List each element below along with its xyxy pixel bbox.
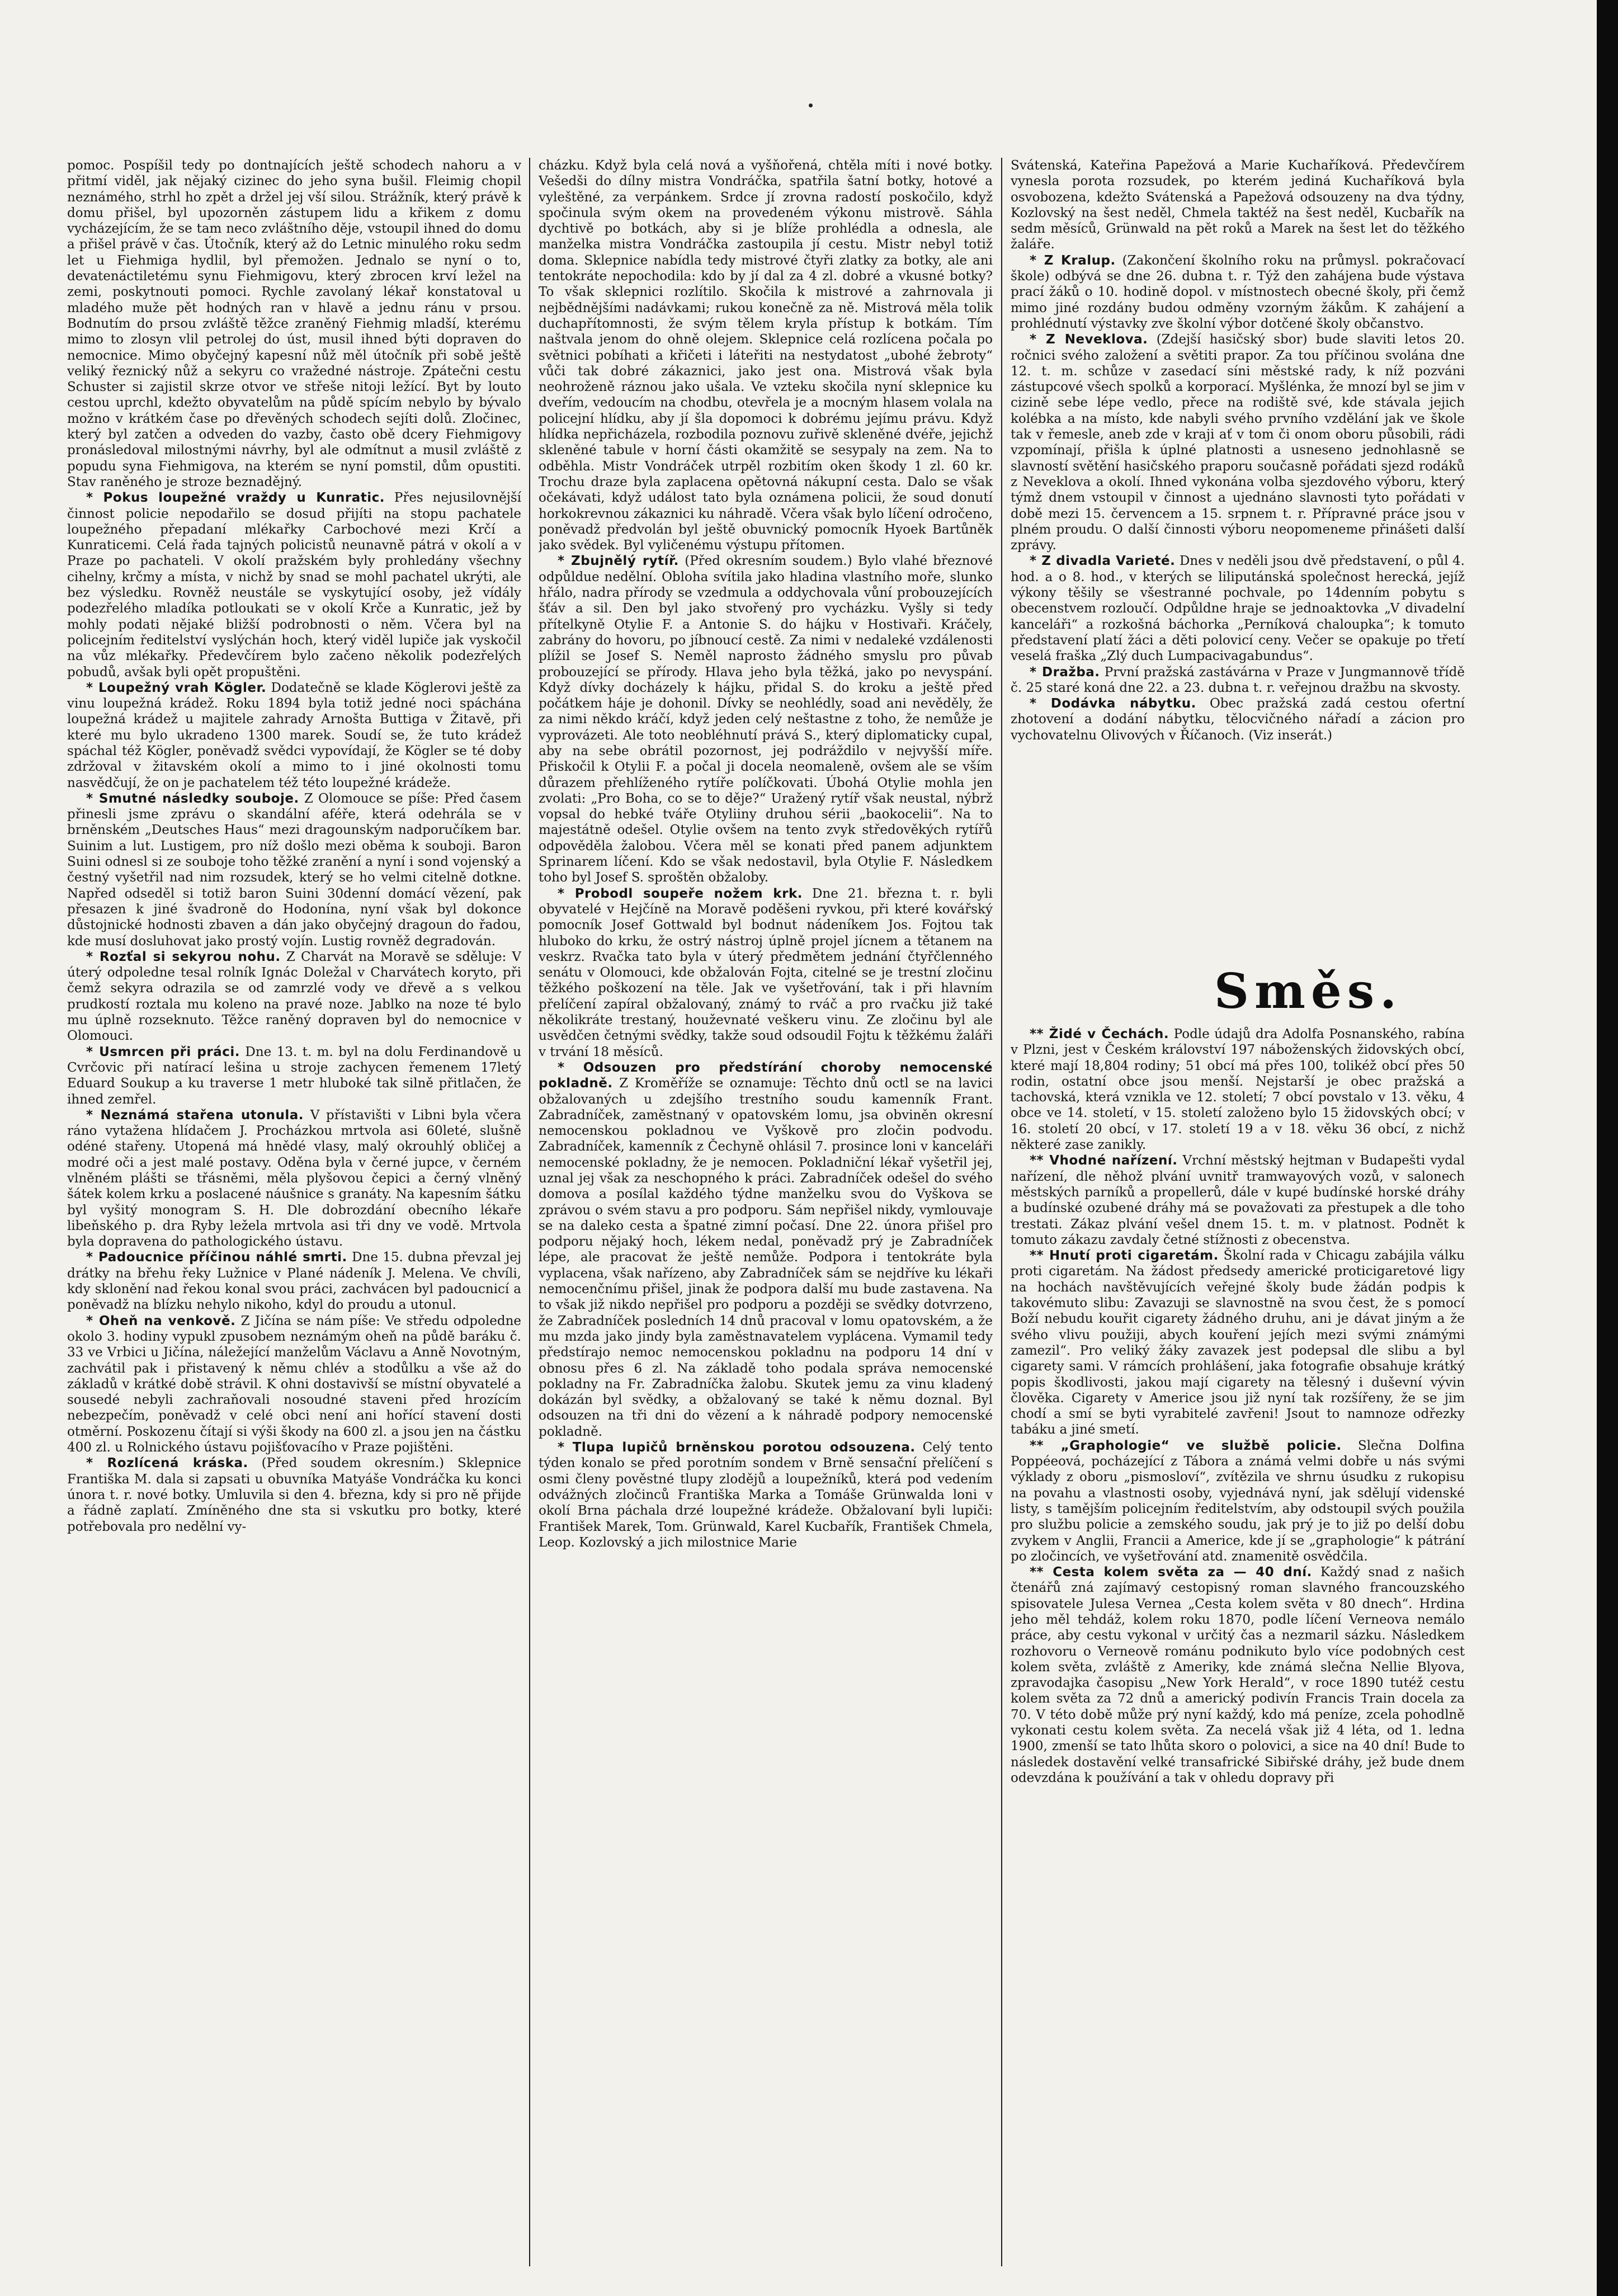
article-headline: * Zbujnělý rytíř. <box>558 554 679 569</box>
article-text: Slečna Dolfina Poppéeová, pocházející z Tábora a známá velmi dobře u nás svými výklady z oboru „pismosloví“, zvítězila ve shrnu úsudku z rukopisu na povahu a vlastnosti osoby, vyjednává nyní, jak sdělují videnské listy, s tamějším policejním ředitelstvím, aby odstoupil svých použila pro službu policie a zemského soudu, jak prý je to již po delší dobu zvykem v Anglii, Francii a Americe, kde jí se „graphologie“ k pátrání po zločincích, ve vyšetřování atd. znamenitě osvědčila. <box>1011 1438 1465 1564</box>
column-rule-1 <box>529 158 530 2266</box>
article-text: Školní rada v Chicagu zabájila válku proti cigaretám. Na žádost předsedy americké proticigaretové ligy na hochách navštěvujících veřejné školy bude žádán podpis k takovémuto slibu: Zavazuji se slavnostně na svou čest, že s pomocí Boží nebudu kouřit cigarety žádného druhu, ani je dávat jiným a že svého vlivu použiji, abych kouření jejích mezi svými známými zamezil“. Pro veliký žáky zavazek jest podepsal dle slibu a byl cigarety sami. V rámcích prohlášení, jaka fotografie obsahuje krátký popis škodlivosti, jakou mají cigarety na tělesný i duševní vývin člověka. Cigarety v Americe jsou již nyní tak rozšířeny, že se jim chodí a smí se byti vyrabitelé zavřeni! Jsout to namnoze odřezky tabáku a jiné smetí. <box>1011 1248 1465 1437</box>
article-paragraph <box>1011 1153 1465 1248</box>
article-paragraph <box>67 1313 521 1456</box>
article-text: pomoc. Pospíšil tedy po dontnajících ještě schodech nahoru a v přitmí viděl, jak nějaký cizinec do jeho syna bušil. Fleimig chopil neznámého, strhl ho zpět a držel jej vší silou. Strážník, který právě k domu přišel, byl upozorněn zástupem lidu a křikem z domu vycházejícím, že se tam neco zvláštního děje, vstoupil ihned do domu a přišel právě v čas. Útočník, který až do Letnic minulého roku sedm let u Fiehmiga hydlil, byl přemožen. Jednalo se nyní o to, devatenáctiletému synu Fiehmigovu, který zbrocen krví ležel na zemi, poskytnouti pomoci. Rychle zavolaný lékař konstatoval u mladého muže pět hodných ran v hlavě a jednu ránu v prsou. Bodnutím do prsou zvláště těžce zraněný Fiehmig mladší, kterému mimo to zlosyn vlil petrolej do úst, musil ihned býti dopraven do nemocnice. Mimo obyčejný kapesní nůž měl útočník při sobě ještě veliký řeznický nůž a sekyru co vražedné nástroje. Zpátečni cestu Schuster si zajistil skrze otvor ve střeše nitoji ležící. Byt by louto cestou uprchl, kdežto obyvatelům na půdě spícím nebylo by bývalo možno v krátkém čase po dřevěných schodech sejíti dolů. Zločinec, který byl zatčen a odveden do vazby, často obě dcery Fiehmigovy pronásledoval milostnými návrhy, byl ale odmítnut a musil zvláště z popudu syna Fiehmigova, na kterém se nyní pomstil, dům opustiti. Stav raněného je stroze beznadějný. <box>67 158 521 489</box>
article-paragraph <box>67 1107 521 1250</box>
article-paragraph <box>1011 158 1465 253</box>
article-paragraph <box>67 949 521 1044</box>
article-paragraph <box>67 680 521 791</box>
article-headline: * Rozťal si sekyrou nohu. <box>86 949 281 964</box>
article-headline: ** „Graphologie“ ve službě policie. <box>1030 1438 1342 1453</box>
article-paragraph <box>67 1455 521 1534</box>
article-paragraph <box>539 553 993 885</box>
article-headline: ** Hnutí proti cigaretám. <box>1030 1248 1219 1263</box>
article-text: První pražská zastávárna v Praze v Jungmannově třídě č. 25 staré koná dne 22. a 23. dubna t. r. veřejnou dražbu na skvosty. <box>1011 664 1465 695</box>
article-headline: ** Vhodné nařízení. <box>1030 1153 1178 1168</box>
article-text: (Zakončení školního roku na průmysl. pokračovací škole) odbývá se dne 26. dubna t. r. Týž den zahájena bude výstava prací žáků o 10. hodině dopol. v místnostech obecné školy, při čemž mimo jiné rozdány budou odměny vzorným žákům. K zahájení a prohlédnutí výstavky zve školní výbor dotčené školy občanstvo. <box>1011 253 1465 331</box>
column-left <box>67 158 521 2266</box>
column-middle <box>539 158 993 2266</box>
article-text: Podle údajů dra Adolfa Posnanského, rabína v Plzni, jest v Českém království 197 náboženských židovských obcí, které mají 18,804 rodiny; 51 obcí má přes 100, tolikéž obcí přes 50 rodin, ostatní obce jsou menší. Nejstarší je obec pražská a tachovská, která vznikla ve 12. století; 7 obcí povstalo v 13. věku, 4 obce ve 14. století, v 15. století založeno bylo 15 židovských obcí; v 16. století 20 obcí, v 17. století 19 a v 18. věku 36 obcí, z nichž některé zase zanikly. <box>1011 1027 1465 1153</box>
article-paragraph <box>67 1250 521 1313</box>
section-heading-smes: Směs. <box>1214 963 1403 1020</box>
article-text: Dne 21. března t. r. byli obyvatelé v Hejčíně na Moravě poděšeni ryvkou, při které kovářský pomocník Josef Gottwald byl bodnut nádeníkem Jos. Fojtou tak hluboko do krku, že ostrý nástroj úplně projel jícnem a tětanem na veskrz. Rvačka tato byla v úterý předmětem jednání čtyřčlenného senátu v Olomouci, kde obžalován Fojta, citelné se je trestní zločinu těžkého poškození na těle. Jak ve vyšetřování, tak i při hlavním přelíčení zapíral obžalovaný, známý to rváč a pro rvačku již také několikráte trestaný, houževnaté veškeru vinu. Ze zločinu byl ale usvědčen četnými svědky, takže soud odsoudil Fojtu k těžkému žaláři v trvání 18 měsíců. <box>539 886 993 1059</box>
article-text: (Před soudem okresním.) Sklepnice Františka M. dala si zapsati u obuvníka Matyáše Vondráčka ku konci února t. r. nové botky. Umluvila si den 4. března, kdy si pro ně přijde a řádně zaplatí. Zmíněného dne sta si vskutku pro botky, které potřebovala pro nedělní vy- <box>67 1456 521 1534</box>
article-paragraph <box>1011 1026 1465 1153</box>
article-text: Přes nejusilovnější činnost policie nepodařilo se dosud přijíti na stopu pachatele loupežného přepadaní mlékařky Carbochové mezi Krčí a Kunraticemi. Celá řada tajných policistů neunavně pátrá v okolí a v Praze po pachateli. V okolí pražském byly prohledány všechny cihelny, krčmy a místa, v nichž by snad se mohl pachatel ukrýti, ale bez výsledku. Rovněž neustále se vyskytující osoby, jež vídály podezřelého mladíka potloukati se v okolí Krče a Kunratic, jež by mohly podati nějaké bližší podrobnosti o něm. Včera byl na policejním ředitelství vyslýchán hoch, který viděl lupiče jak vyskočil na vůz mlékařky. Předevčírem bylo začeno několik podezřelých pobudů, avšak byli opět propuštěni. <box>67 491 521 680</box>
article-paragraph <box>1011 1564 1465 1786</box>
article-headline: * Tlupa lupičů brněnskou porotou odsouzena. <box>558 1440 916 1455</box>
article-paragraph <box>1011 332 1465 553</box>
article-headline: * Pokus loupežné vraždy u Kunratic. <box>86 491 385 506</box>
article-headline: ** Cesta kolem světa za — 40 dní. <box>1030 1565 1312 1580</box>
article-text: Obec pražská zadá cestou ofertní zhotovení a dodání nábytku, tělocvičného nářadí a zácion pro vychovatelnu Olivových v Říčanoch. (Viz inserát.) <box>1011 696 1465 743</box>
article-paragraph <box>539 886 993 1060</box>
article-text: Dodatečně se klade Köglerovi ještě za vinu loupežná krádež. Roku 1894 byla totiž jedné noci spáchána loupežná krádež u majitele zahrady Arnošta Buttiga v Žitavě, při které mu bylo ukradeno 1300 marek. Soudí se, že tuto krádež spáchal též Kögler, poněvadž svědci vypovídají, že Kögler se té doby zdržoval v žitavském okolí a mimo to i jiné okolnosti tomu nasvědčují, že on je pachatelem též této loupežné krádeže. <box>67 680 521 790</box>
article-paragraph <box>1011 696 1465 743</box>
article-text: (Zdejší hasičský sbor) bude slaviti letos 20. ročnici svého založení a světiti prapor. Za tou příčinou svolána dne 12. t. m. schůze v zasedací síni městské rady, k níž pozváni zástupcové všech spolků a korporací. Myšlénka, že mnozí byl se jim v cizině sebe lépe vedlo, přece na rodiště své, kde stávala jejich kolébka a na místo, kde nabyli svého prvního vzdělání jak ve škole tak v řemesle, aneb zde v kraji ať v tom či onom oboru působili, rádi vzpomínají, přišla k úplné platnosti a usneseno jednohlasně se slavností světění hasičského praporu současně pořádati sjezd rodáků z Neveklova a okolí. Ihned vykonána volba sjezdového výboru, který týmž dnem vstoupil v činnost a ujednáno slavnosti tyto pořádati v době mezi 15. červencem a 15. srpnem t. r. Přípravné práce jsou v plném proudu. O další činnosti výboru neopomeneme přinášeti další zprávy. <box>1011 332 1465 553</box>
article-headline: * Dodávka nábytku. <box>1030 696 1196 711</box>
article-headline: * Rozlícená kráska. <box>86 1456 248 1471</box>
article-paragraph <box>1011 664 1465 696</box>
article-text: Celý tento týden konalo se před porotním sondem v Brně sensační přelíčení s osmi členy pověstné tlupy zlodějů a loupežníků, která pod vedením odvážných zločinců Františka Marka a Tomáše Grünwalda loni v okolí Brna páchala drzé loupežné krádeže. Obžalovaní byli lupiči: František Marek, Tom. Grünwald, Karel Kucbařík, František Chmela, Leop. Kozlovský a jich milostnice Marie <box>539 1440 993 1550</box>
article-text: Z Jičína se nám píše: Ve středu odpoledne okolo 3. hodiny vypukl zpusobem neznámým oheň na půdě baráku č. 33 ve Vrbici u Jičína, náležející manželům Václavu a Anně Novotným, zachvátil pak i přistavený k němu chlév a stodůlku a vše až do základů v krátké době strávil. K ohni dostavivší se místní obyvatelé a sousedé nebyli zachraňovali nosoudné staveni před hrozícím nebezpečím, poněvadž v celé obci není ani hořící stavení dosti otměrní. Poskozenu čítají si výši škody na 600 zl. a jsou jen na částku 400 zl. u Rolnického ústavu pojišťovacího v Praze pojištěni. <box>67 1313 521 1455</box>
article-text: Dne 15. dubna převzal jej drátky na břehu řeky Lužnice v Plané nádeník J. Melena. Ve chvíli, kdy sklonění nad řekou konal svou práci, zachvácen byl padoucnicí a poněvadž na blízku nehylo nikoho, kdyl do proudu a utonul. <box>67 1250 521 1313</box>
article-paragraph <box>67 791 521 949</box>
column-rule-2 <box>1001 158 1002 2266</box>
article-headline: * Oheň na venkově. <box>86 1313 236 1328</box>
article-text: Dnes v neděli jsou dvě představení, o půl 4. hod. a o 8. hod., v kterých se liliputánská společnost herecká, jejíž výkony těšily se všestranné pochvale, po 14denním pobytu s obecenstvem rozloučí. Odpůldne hraje se jednoaktovka „V divadelní kanceláři“ a rozkošná báchorka „Perníková chaloupka“; k tomuto představení platí žáci a děti polovicí ceny. Večer se opakuje po třetí veselá fraška „Zlý duch Lumpacivagabundus“. <box>1011 554 1465 664</box>
column-right-bottom <box>1011 1026 1465 2266</box>
article-text: Dne 13. t. m. byl na dolu Ferdinandově u Cvrčovic při natírací lešina u stroje zachycen řemenem 17letý Eduard Soukup a ku traverse 1 metr hluboké tak silně přitlačen, že ihned zemřel. <box>67 1044 521 1107</box>
article-paragraph <box>539 158 993 553</box>
article-headline: ** Židé v Čechách. <box>1030 1027 1169 1041</box>
article-paragraph <box>67 1044 521 1107</box>
article-paragraph <box>1011 553 1465 664</box>
article-text: Svátenská, Kateřina Papežová a Marie Kuchaříková. Předevčírem vynesla porota rozsudek, po kterém jediná Kuchaříková byla osvobozena, kdežto Svátenská a Papežová odsouzeny na dva týdny, Kozlovský na šest neděl, Chmela taktéž na šest neděl, Kucbařík na sedm měsíců, Grünwald na pět roků a Marek na šest let do těžkého žaláře. <box>1011 158 1465 252</box>
scan-edge-shadow <box>1597 0 1618 2296</box>
article-headline: * Z divadla Varieté. <box>1030 554 1176 569</box>
article-paragraph <box>1011 1248 1465 1438</box>
article-text: Z Olomouce se píše: Před časem přinesli jsme zprávu o skandální aféře, která odehrála se v brněnském „Deutsches Haus“ mezi dragounským nadporučíkem bar. Suinim a lut. Lustigem, pro níž došlo mezi oběma k souboji. Baron Suini odnesl si ze souboje toho těžké zranění a nyní i sond vojenský a čestný vyšetřil nad nim rozsudek, který se ho velmi citelně dotkne. Napřed odseděl si totiž baron Suini 30denní domácí vězení, pak přesazen k jiné švadroně do Hodonína, nyní však byl dokonce důstojnické hodnosti zbaven a dán jako obyčejný dragoun do řadou, kde musí dosluhovat jako prostý vojín. Lustig rovněž degradován. <box>67 791 521 949</box>
article-headline: * Loupežný vrah Kögler. <box>86 680 267 695</box>
column-right-top <box>1011 158 1465 958</box>
article-text: Vrchní městský hejtman v Budapešti vydal nařízení, dle něhož plvání uvnitř tramwayových vozů, v salonech městských parníků a propellerů, dále v kupé budínské horské dráhy a budínské ozubené dráhy má se považovati za přestupek a dle toho trestati. Zákaz plvání vešel dnem 15. t. m. v platnost. Podnět k tomuto zákazu zavdaly četné stížnosti z obecenstva. <box>1011 1153 1465 1247</box>
article-text: (Před okresním soudem.) Bylo vlahé březnové odpůldue nedělní. Obloha svítila jako hladina vlastního moře, slunko hřálo, nadra přírody se vzedmula a oddychovala vůní probouzejících šťáv a sil. Den byl jako stvořený pro vycházku. Vyšly si tedy přítelkyně Otylie F. a Antonie S. do hájku v Hostivaři. Kráčely, zabrány do hovoru, po jíbnoucí cestě. Za nimi v nedaleké vzdálenosti plížil se Josef S. Neměl naprosto žádného smyslu pro půvab probouzející se přírody. Hlava jeho byla těžká, jako po nevyspání. Když dívky docházely k hájku, přidal S. do kroku a ještě před počátkem háje je dohonil. Dívky se neohlédly, soad ani nevěděly, že za nimi někdo kráčí, když jeden celý neštastne z toho, že nemůže je vyprovázeti. Ale toto neobléhnutí prává S., který diplomaticky cupal, aby na sebe obrátil pozornost, jej podráždilo v nejvyšší míře. Přiskočil k Otylii F. a počal ji docela neomaleně, ovšem ale se vším důrazem přehlíženého rytíře políčkovati. Úbohá Otylie mohla jen zvolati: „Pro Boha, co se to děje?“ Uražený rytíř však neustal, nýbrž vopsal do hebké tváře Otyliiny druhou sérii „baokocelii“. Na to majestátně odešel. Otylie ovšem na tento zvyk středověkých rytířů odpověděla žalobou. Včera měl se konati před panem adjunktem Sprinarem líčení. Kdo se však nedostavil, byla Otylie F. Následkem toho byl Josef S. sproštěn obžaloby. <box>539 554 993 885</box>
article-paragraph <box>1011 253 1465 332</box>
article-headline: * Neznámá stařena utonula. <box>86 1107 304 1123</box>
print-speck <box>809 103 813 107</box>
article-text: Z Charvát na Moravě se sděluje: V úterý odpoledne tesal rolník Ignác Doležal v Charvátech koryto, při čemž sekyra odrazila se od zamrzlé vody ve dřevě a s velkou prudkostí roztala mu koleno na pravé noze. Jablko na noze té bylo mu úplně rozseknuto. Těžce raněný dopraven byl do nemocnice v Olomouci. <box>67 949 521 1044</box>
article-text: Každý snad z našich čtenářů zná zajímavý cestopisný roman slavného francouzského spisovatele Julesa Vernea „Cesta kolem světa v 80 dnech“. Hrdina jeho měl tehdáž, kolem roku 1870, podle líčení Verneova nemálo práce, aby cestu vykonal v určitý čas a nezmaril sázku. Následkem rozhovoru o Verneově románu podnikuto bylo více podobných cest kolem světa, zvláště z Ameriky, kde známá slečna Nellie Blyova, zpravodajka časopisu „New York Herald“, v roce 1890 tutéž cestu kolem světa za 72 dnů a americký podivín Francis Train docela za 70. V této době může prý nyní každý, kdo má peníze, zcela pohodlně vykonati cestu kolem světa. Za necelá však již 4 léta, od 1. ledna 1900, zmenší se tato lhůta skoro o polovici, a sice na 40 dní! Bude to následek dostavění velké transafrické Sibiřské dráhy, jež bude dnem odevzdána k používání a tak v ohledu dopravy při <box>1011 1565 1465 1785</box>
article-headline: * Odsouzen pro předstírání choroby nemocenské pokladně. <box>539 1060 993 1091</box>
article-text: V přístavišti v Libni byla včera ráno vytažena hlídačem J. Procházkou mrtvola asi 60leté, slušně odéné stařeny. Utopená má hnědé vlasy, malý okrouhlý obličej a modré oči a jest malé postavy. Oděna byla v černé jupce, v černém vlněném plášti se třásněmi, měla plyšovou čepici a černý vlněný šátek kolem krku a poslacené náušnice s granáty. Na kapesním šátku byl vyšitý monogram S. H. Dle dobrozdání obecního lékaře libeňského p. dra Ryby ležela mrtvola asi tři dny ve vodě. Mrtvola byla dopravena do pathologického ústavu. <box>67 1107 521 1250</box>
article-headline: * Probodl soupeře nožem krk. <box>558 886 803 901</box>
article-paragraph <box>67 158 521 490</box>
article-headline: * Z Neveklova. <box>1030 332 1148 347</box>
article-headline: * Padoucnice příčinou náhlé smrti. <box>86 1250 347 1265</box>
article-paragraph <box>539 1060 993 1440</box>
article-paragraph <box>1011 1438 1465 1564</box>
article-text: Z Kroměříže se oznamuje: Těchto dnů octl se na lavici obžalovaných u zdejšího trestního soudu kamenník Frant. Zabradníček, zaměstnaný v opatovském lomu, jsa obviněn okresní nemocenskou pokladnou ve Vyškově pro zločin podvodu. Zabradníček, kamenník z Čechyně ohlásil 7. prosince loni v kanceláři nemocenské pokladny, že je nemocen. Pokladniční lékař vyšetřil jej, uznal jej však za neschopného k práci. Zabradníček odešel do svého domova a posílal každého týdne manželku svou do Vyškova se zprávou o svém stavu a pro podporu. Sám nepřišel nikdy, vymlouvaje se na daleko cesta a špatné zimní počasí. Dne 22. února přišel pro podporu nějaký hoch, lékem nedal, poněvadž prý je Zabradníček lépe, ale pracovat že ještě nemůže. Podpora i tentokráte byla vyplacena, však nařízeno, aby Zabradníček sám se nejdříve ku lékaři nemocenčnímu přišel, jinak že podpora další mu bude zastavena. Na to však již nikdo nepřišel pro podporu a později se svědky dotvrzeno, že Zabradníček posledních 14 dnů pracoval v lomu opatovském, a že mu mzda jako jindy byla zaměstnavatelem vyplácena. Vymamil tedy předstírajo nemoc nemocenskou pokladnu na podporu 14 dní v obnosu přes 6 zl. Na základě toho podala správa nemocenské pokladny na Fr. Zabradníčka žalobu. Skutek jemu za vinu kladený dokázán byl svědky, a obžalovaný se také k němu doznal. Byl odsouzen na tři dni do vězení a k náhradě podpory nemocenské pokladně. <box>539 1076 993 1439</box>
article-text: cházku. Když byla celá nová a vyšňořená, chtěla míti i nové botky. Vešedši do dílny mistra Vondráčka, spatřila šatní botky, hotové a vyleštěné, za verpánkem. Srdce jí zrovna radostí poskočilo, když spočinula svým okem na provedeném výkonu mistrově. Sáhla dychtivě po botkách, aby si je blíže prohlédla a odnesla, ale manželka mistra Vondráčka zastoupila jí cestu. Mistr nebyl totiž doma. Sklepnice nabídla tedy mistrové čtyři zlatky za botky, ale ani tentokráte nepochodila: kdo by jí dal za 4 zl. dobré a vkusné botky? To však sklepnici rozlítilo. Skočila k mistrové a zahrnovala ji nejbědnějšími nadávkami; rukou konečně za ně. Mistrová měla tolik duchapřítomnosti, že svým tělem kryla přístup k botkám. Tím naštvala jenom do ohně olejem. Sklepnice celá rozlícena počala po světnici pobíhati a křičeti i láteřiti na nestydatost „ubohé žebroty“ vůči tak dobré zákaznici, jako jest ona. Mistrová však byla neohroženě ráznou jako ušala. Ve vzteku skočila nyní sklepnice ku dveřím, vedoucím na chodbu, otevřela je a mocným hlasem volala na policejní hlídku, aby jí šla dopomoci k dobrému jejímu právu. Když hlídka nepřicházela, rozbodila poznovu zuřivě skleněné dvéře, jejichž skleněné tabule v horní části okamžitě se sesypaly na zem. Na to odběhla. Mistr Vondráček utrpěl rozbitím oken škody 1 zl. 60 kr. Trochu draze byla zaplacena opětovná nákupní cesta. Dalo se však očekávati, když událost tato byla oznámena policii, že soud donutí horkokrevnou zákaznici ku náhradě. Včera však bylo líčení odročeno, poněvadž předvolán byl ještě obuvnický pomocník Hyoek Bartůněk jako svědek. Byl vyličenému výstupu přítomen. <box>539 158 993 553</box>
article-paragraph <box>539 1440 993 1550</box>
article-paragraph <box>67 490 521 680</box>
article-headline: * Dražba. <box>1030 664 1100 680</box>
article-headline: * Usmrcen při práci. <box>86 1044 240 1059</box>
article-headline: * Z Kralup. <box>1030 253 1116 268</box>
article-headline: * Smutné následky souboje. <box>86 791 299 806</box>
